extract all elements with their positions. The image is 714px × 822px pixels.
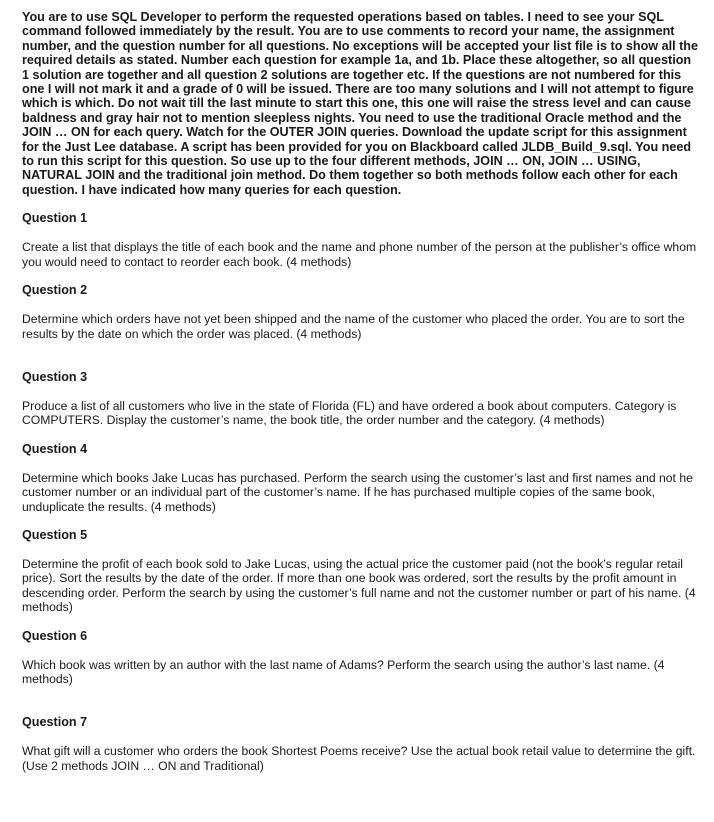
- assignment-document: [22, 10, 698, 773]
- question-3-text: Produce a list of all customers who live in the state of Florida (FL) and have ordered a book about computers. Category is COMPUTERS. Display the customer’s name, the book title, the order number and the category. (4 methods): [22, 398, 677, 428]
- assignment-instructions: You are to use SQL Developer to perform the requested operations based on tables. I need to see your SQL command followed immediately by the result. You are to use comments to record your name, the assignment number, and the question number for all questions. No exceptions will be accepted your list file is to show all the required details as stated. Number each question for example 1a, and 1b. Place these altogether, so all question 1 solution are together and all question 2 solutions are together etc. If the questions are not numbered for this one I will not mark it and a grade of 0 will be issued. There are too many solutions and I will not attempt to figure which is which. Do not wait till the last minute to start this one, this one will raise the stress level and can cause baldness and gray hair not to mention sleepless nights. You need to use the traditional Oracle method and the JOIN … ON for each query. Watch for the OUTER JOIN queries. Download the update script for this assignment for the Just Lee database. A script has been provided for you on Blackboard called JLDB_Build_9.sql. You need to run this script for this question. So use up to the four different methods, JOIN … ON, JOIN … USING, NATURAL JOIN and the traditional join method. Do them together so both methods follow each other for each question. I have indicated how many queries for each question.: [22, 10, 698, 197]
- question-7-heading: Question 7: [22, 715, 88, 730]
- question-5-text: Determine the profit of each book sold to Jake Lucas, using the actual price the customer paid (not the book’s regular retail price). Sort the results by the date of the order. If more than one book was ordered, sort the results by the profit amount in descending order. Perform the search by using the customer’s full name and not the customer number or part of his name. (4 methods): [22, 556, 696, 615]
- question-4-heading: Question 4: [22, 441, 88, 456]
- question-1-text: Create a list that displays the title of each book and the name and phone number of the person at the publisher’s office whom you would need to contact to reorder each book. (4 methods): [22, 240, 697, 269]
- question-2-text: Determine which orders have not yet been shipped and the name of the customer who placed the order. You are to sort the results by the date on which the order was placed. (4 methods): [22, 312, 685, 341]
- question-2-heading: Question 2: [22, 283, 88, 298]
- question-1-heading: Question 1: [22, 211, 88, 226]
- question-5-heading: Question 5: [22, 527, 88, 542]
- question-7-text: What gift will a customer who orders the book Shortest Poems receive? Use the actual book retail value to determine the gift. (Use 2 methods JOIN … ON and Traditional): [22, 744, 696, 773]
- question-4-text: Determine which books Jake Lucas has purchased. Perform the search using the customer’s last and first names and not he customer number or an individual part of the customer’s name. If he has purchased multiple copies of the same book, unduplicate the results. (4 methods): [22, 470, 693, 514]
- question-6-heading: Question 6: [22, 628, 88, 643]
- question-3-heading: Question 3: [22, 369, 88, 384]
- question-6-text: Which book was written by an author with the last name of Adams? Perform the search using the author’s last name. (4 methods): [22, 657, 665, 686]
